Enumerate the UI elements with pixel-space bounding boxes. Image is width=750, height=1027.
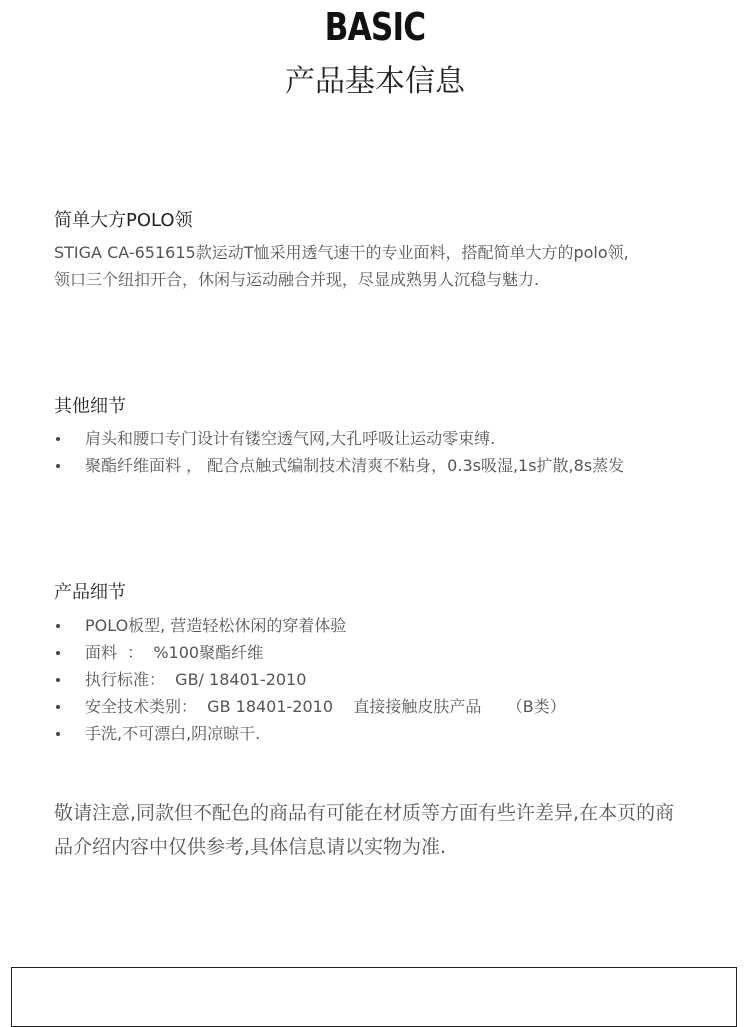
list-item-text: 聚酯纤维面料 ， 配合点触式编制技术清爽不粘身，0.3s吸湿,1s扩散,8s蒸发: [85, 456, 625, 475]
disclaimer-line-1: 敬请注意,同款但不配色的商品有可能在材质等方面有些许差异,在本页的商: [54, 802, 675, 824]
bullet-dot: [56, 464, 60, 468]
list-item-text: POLO板型, 营造轻松休闲的穿着体验: [85, 616, 347, 635]
collar-description: [54, 239, 704, 293]
list-item: [54, 612, 714, 639]
disclaimer-line-2: 品介绍内容中仅供参考,具体信息请以实物为准.: [54, 836, 447, 858]
collar-description-line-2: 领口三个纽扣开合，休闲与运动融合并现，尽显成熟男人沉稳与魅力.: [54, 270, 540, 289]
product-details-list: [54, 612, 714, 747]
bullet-dot: [56, 624, 60, 628]
list-item: [54, 693, 714, 720]
list-item: [54, 639, 714, 666]
section-heading-product-details: 产品细节: [54, 582, 126, 603]
list-item: [54, 720, 714, 747]
list-item-text: 面料 ： %100聚酯纤维: [85, 643, 264, 662]
list-item-text: 肩头和腰口专门设计有镂空透气网,大孔呼吸让运动零束缚.: [85, 429, 496, 448]
list-item-text: 手洗,不可漂白,阴凉晾干.: [85, 724, 261, 743]
bullet-dot: [56, 732, 60, 736]
list-item: [54, 666, 714, 693]
brand-title: BASIC: [324, 5, 426, 49]
bullet-dot: [56, 705, 60, 709]
bullet-dot: [56, 437, 60, 441]
page-subtitle: 产品基本信息: [285, 64, 465, 99]
bullet-dot: [56, 651, 60, 655]
collar-description-line-1: STIGA CA-651615款运动T恤采用透气速干的专业面料，搭配简单大方的polo领,: [54, 243, 629, 262]
other-details-list: [54, 425, 714, 479]
section-heading-collar: 简单大方POLO领: [54, 210, 193, 231]
list-item-text: 安全技术类别： GB 18401-2010 直接接触皮肤产品 （B类）: [85, 697, 566, 716]
bullet-dot: [56, 678, 60, 682]
disclaimer-notice: [54, 796, 704, 864]
section-heading-other-details: 其他细节: [54, 396, 126, 417]
list-item: [54, 425, 714, 452]
list-item: [54, 452, 714, 479]
next-section-frame: [11, 967, 737, 1027]
list-item-text: 执行标准： GB/ 18401-2010: [85, 670, 307, 689]
